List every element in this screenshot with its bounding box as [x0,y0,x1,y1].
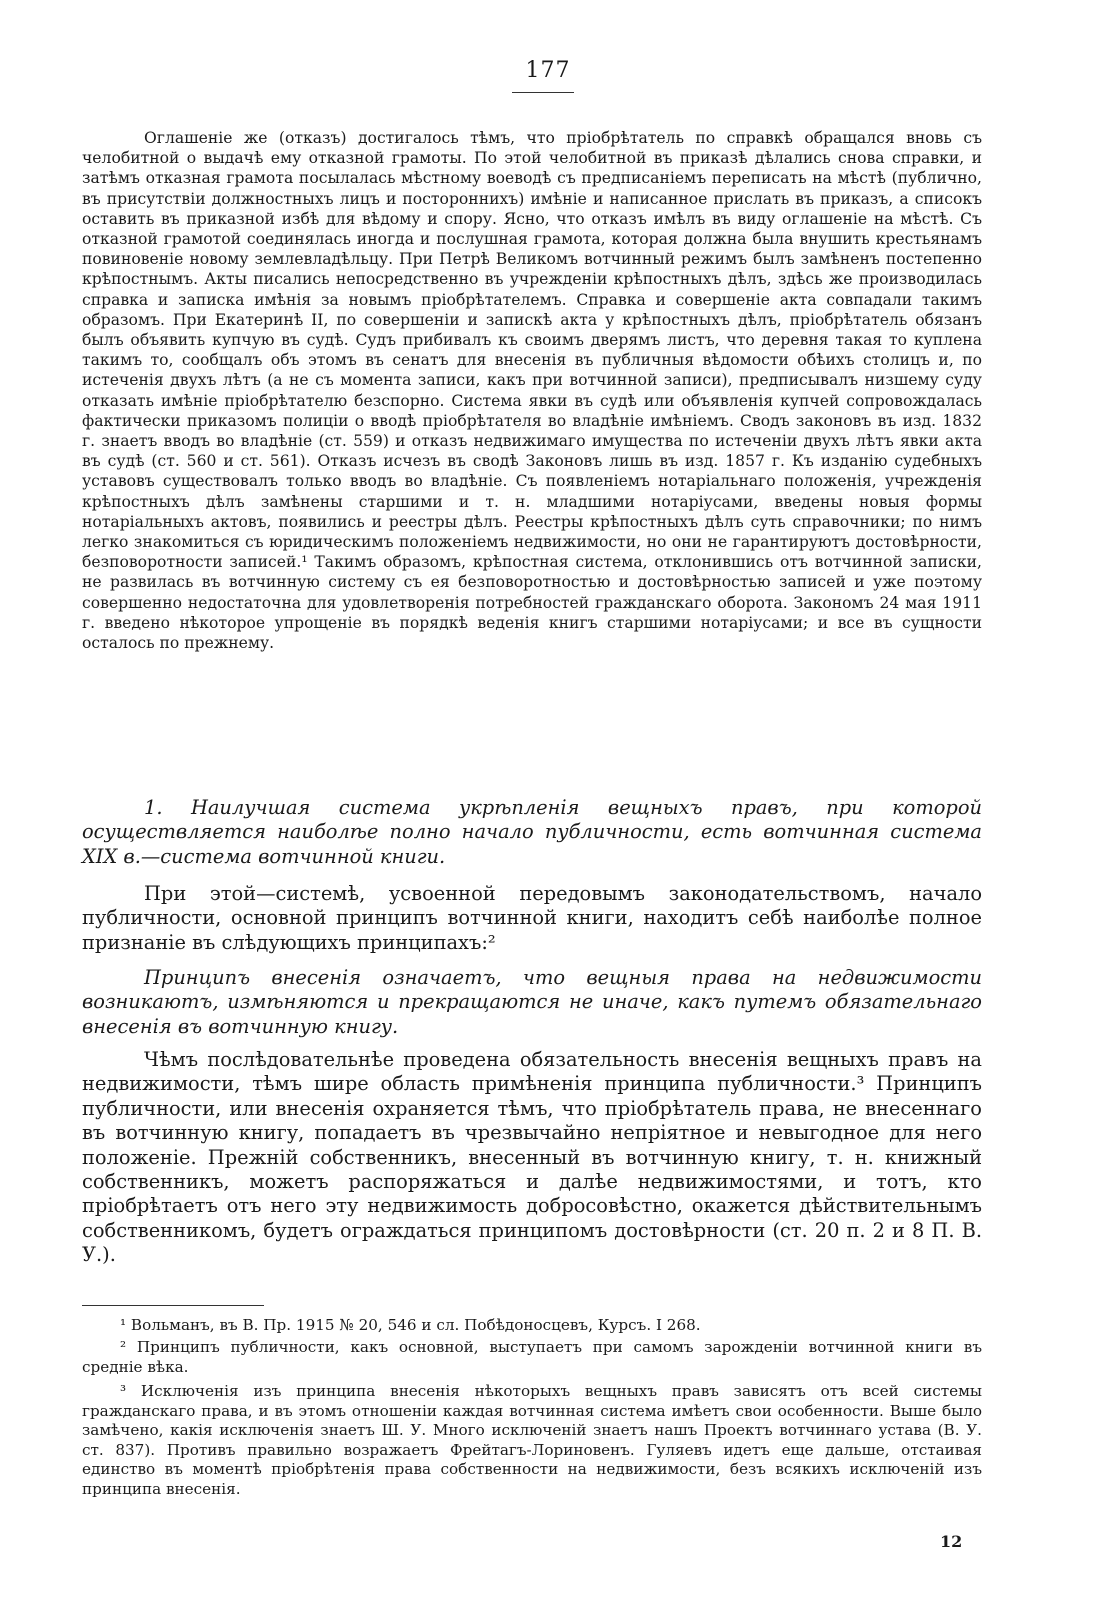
paragraph-consequences: Чѣмъ послѣдовательнѣе проведена обязательность внесенія вещныхъ правъ на недвижимости, тѣмъ шире область примѣненія принципа публичности.³ Принципъ публичности, или внесенія охраняется тѣмъ, что пріобрѣтатель права, не внесеннаго въ вотчинную книгу, попадаетъ въ чрезвычайно непріятное и невыгодное для него положеніе. Прежній собственникъ, внесенный въ вотчинную книгу, т. н. книжный собственникъ, можетъ распоряжаться и далѣе недвижимостями, и тотъ, кто пріобрѣтаетъ отъ него эту недвижимость добросовѣстно, окажется дѣйствительнымъ собственникомъ, будетъ ограждаться принципомъ достовѣрности (ст. 20 п. 2 и 8 П. В. У.). [82,1048,982,1267]
page-number: 177 [525,58,571,83]
footnote-2: ² Принципъ публичности, какъ основной, выступаетъ при самомъ зарожденіи вотчинной книги въ средніе вѣка. [82,1338,982,1376]
paragraph-entry-principle: Принципъ внесенія означаетъ, что вещныя права на недвижимости возникаютъ, измѣняются и прекращаются не иначе, какъ путемъ обязательнаго внесенія въ вотчинную книгу. [82,966,982,1038]
footnote-separator [82,1305,264,1306]
paragraph-publicity-principles: При этой—системѣ, усвоенной передовымъ законодательствомъ, начало публичности, основной принципъ вотчинной книги, находитъ себѣ наиболѣе полное признаніе въ слѣдующихъ принципахъ:² [82,882,982,954]
thesis-1: 1. Наилучшая система укрѣпленія вещныхъ правъ, при которой осуществляется наиболѣе полно начало публичности, есть вотчинная система XIX в.—система вотчинной книги. [82,796,982,868]
page-number-rule [512,92,574,93]
signature-mark: 12 [940,1532,963,1551]
paragraph-history-of-registration: Оглашеніе же (отказъ) достигалось тѣмъ, что пріобрѣтатель по справкѣ обращался вновь съ челобитной о выдачѣ ему отказной грамоты. По этой челобитной въ приказѣ дѣлались снова справки, и затѣмъ отказная грамота посылалась мѣстному воеводѣ съ предписаніемъ переписать на мѣстѣ (публично, въ присутствіи должностныхъ лицъ и постороннихъ) имѣніе и написанное прислать въ приказъ, а списокъ оставить въ приказной избѣ для вѣдому и спору. Ясно, что отказъ имѣлъ въ виду оглашеніе на мѣстѣ. Съ отказной грамотой соединялась иногда и послушная грамота, которая должна была внушить крестьянамъ повиновеніе новому землевладѣльцу. При Петрѣ Великомъ вотчинный режимъ былъ замѣненъ постепенно крѣпостнымъ. Акты писались непосредственно въ учрежденіи крѣпостныхъ дѣлъ, здѣсь же производилась справка и записка имѣнія за новымъ пріобрѣтателемъ. Справка и совершеніе акта совпадали такимъ образомъ. При Екатеринѣ II, по совершеніи и запискѣ акта у крѣпостныхъ дѣлъ, пріобрѣтатель обязанъ былъ объявить купчую въ судѣ. Судъ прибивалъ къ своимъ дверямъ листъ, что деревня такая то куплена такимъ то, сообщалъ объ этомъ въ сенатъ для внесенія въ публичныя вѣдомости обѣихъ столицъ и, по истеченія двухъ лѣтъ (а не съ момента записи, какъ при вотчинной записи), предписывалъ низшему суду отказать имѣніе пріобрѣтателю безспорно. Система явки въ судѣ или объявленія купчей сопровождалась фактически приказомъ полиціи о вводѣ пріобрѣтателя во владѣніе имѣніемъ. Сводъ законовъ въ изд. 1832 г. знаетъ вводъ во владѣніе (ст. 559) и отказъ недвижимаго имущества по истеченіи двухъ лѣтъ явки акта въ судѣ (ст. 560 и ст. 561). Отказъ исчезъ въ сводѣ Законовъ лишь въ изд. 1857 г. Къ изданію судебныхъ уставовъ существовалъ только вводъ во владѣніе. Съ появленіемъ нотаріальнаго положенія, учрежденія крѣпостныхъ дѣлъ замѣнены старшими и т. н. младшими нотаріусами, введены новыя формы нотаріальныхъ актовъ, появились и реестры дѣлъ. Реестры крѣпостныхъ дѣлъ суть справочники; по нимъ легко знакомиться съ юридическимъ положеніемъ недвижимости, но они не гарантируютъ достовѣрности, безповоротности записей.¹ Такимъ образомъ, крѣпостная система, отклонившись отъ вотчинной записки, не развилась въ вотчинную систему съ ея безповоротностью и достовѣрностью записей и уже поэтому совершенно недостаточна для удовлетворенія потребностей гражданскаго оборота. Закономъ 24 мая 1911 г. введено нѣкоторое упрощеніе въ порядкѣ веденія книгъ старшими нотаріусами; и все въ сущности осталось по прежнему. [82,129,982,653]
footnote-1: ¹ Вольманъ, въ В. Пр. 1915 № 20, 546 и сл. Побѣдоносцевъ, Курсъ. I 268. [120,1316,701,1334]
footnote-3: ³ Исключенія изъ принципа внесенія нѣкоторыхъ вещныхъ правъ зависятъ отъ всей системы гражданскаго права, и въ этомъ отношеніи каждая вотчинная система имѣетъ свои особенности. Выше было замѣчено, какія исключенія знаетъ Ш. У. Много исключеній знаетъ нашъ Проектъ вотчиннаго устава (В. У. ст. 837). Противъ правильно возражаетъ Фрейтагъ-Лориновенъ. Гуляевъ идетъ еще дальше, отстаивая единство въ моментѣ пріобрѣтенія права собственности на недвижимости, безъ всякихъ исключеній изъ принципа внесенія. [82,1382,982,1498]
